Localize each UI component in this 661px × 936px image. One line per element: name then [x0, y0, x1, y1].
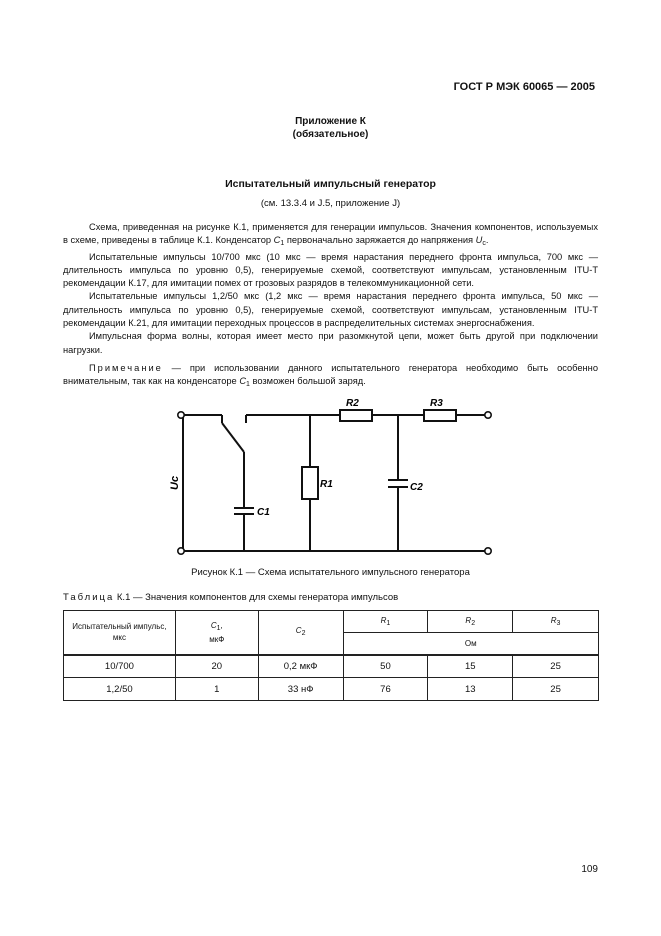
paragraph-1: Схема, приведенная на рисунке К.1, применяется для генерации импульсов. Значения компонентов, используемых в схеме, приведены в таблице К.1. Конденсатор $C_1$ первоначально заряжается до напряжения $U_c$. [63, 222, 598, 248]
header-r2: $R_2$ [428, 611, 513, 633]
header-ohm: Ом [343, 633, 598, 655]
resistor-r2 [340, 410, 372, 421]
terminal [485, 548, 491, 554]
header-r3: $R_3$ [513, 611, 599, 633]
document-header: ГОСТ Р МЭК 60065 — 2005 [453, 81, 595, 93]
terminal [485, 412, 491, 418]
component-values-table [63, 610, 599, 701]
resistor-r1 [302, 467, 318, 499]
figure-caption: Рисунок К.1 — Схема испытательного импульсного генератора [191, 567, 470, 578]
label-r3: R3 [430, 398, 443, 409]
section-title: Испытательный импульсный генератор [225, 178, 436, 190]
label-r1: R1 [320, 479, 333, 490]
section-reference: (см. 13.3.4 и J.5, приложение J) [260, 198, 401, 209]
label-c2: C2 [410, 482, 423, 493]
paragraph-3: Испытательные импульсы 1,2/50 мкс (1,2 мкс — время нарастания переднего фронта импульса, 50 мкс — длительность импульса по уровню 0,5), генерируемые схемой, соответствуют импульсам, установленным ITU-T рекомендации К.21, для имитации переходных процессов в распределительных системах энергоснабжения. [63, 291, 598, 329]
header-c2: $C_2$ [258, 611, 343, 655]
label-r2: R2 [346, 398, 359, 409]
table-caption: Таблица К.1 — Значения компонентов для схемы генератора импульсов [63, 592, 399, 603]
note: Примечание — при использовании данного испытательного генератора необходимо быть особенно внимательным, так как на конденсаторе $C_1$ возможен большой заряд. [63, 362, 598, 389]
table-row: 10/700 20 0,2 мкФ 50 15 25 [64, 655, 599, 678]
paragraph-4: Импульсная форма волны, которая имеет место при разомкнутой цепи, может быть другой при подключении нагрузки. [63, 331, 598, 355]
page-number: 109 [581, 864, 598, 875]
table-row: 1,2/50 1 33 нФ 76 13 25 [64, 678, 599, 701]
terminal [178, 412, 184, 418]
header-r1: $R_1$ [343, 611, 428, 633]
circuit-diagram [0, 390, 661, 570]
body-text [63, 221, 598, 392]
header-c1: $C_1$, мкФ [175, 611, 258, 655]
label-c1: C1 [257, 507, 270, 518]
appendix-status: (обязательное) [292, 129, 369, 140]
resistor-r3 [424, 410, 456, 421]
header-pulse: Испытательный импульс, мкс [64, 611, 176, 655]
paragraph-2: Испытательные импульсы 10/700 мкс (10 мкс — время нарастания переднего фронта импульса, 700 мкс — длительность импульса по уровню 0,5), генерируемые схемой, соответствуют импульсам, установленным ITU-T рекомендации К.17, для имитации помех от грозовых разрядов в телекоммуникационной сети. [63, 251, 598, 289]
terminal [178, 548, 184, 554]
label-uc: Uc [169, 475, 181, 490]
appendix-title: Приложение К [295, 116, 366, 127]
